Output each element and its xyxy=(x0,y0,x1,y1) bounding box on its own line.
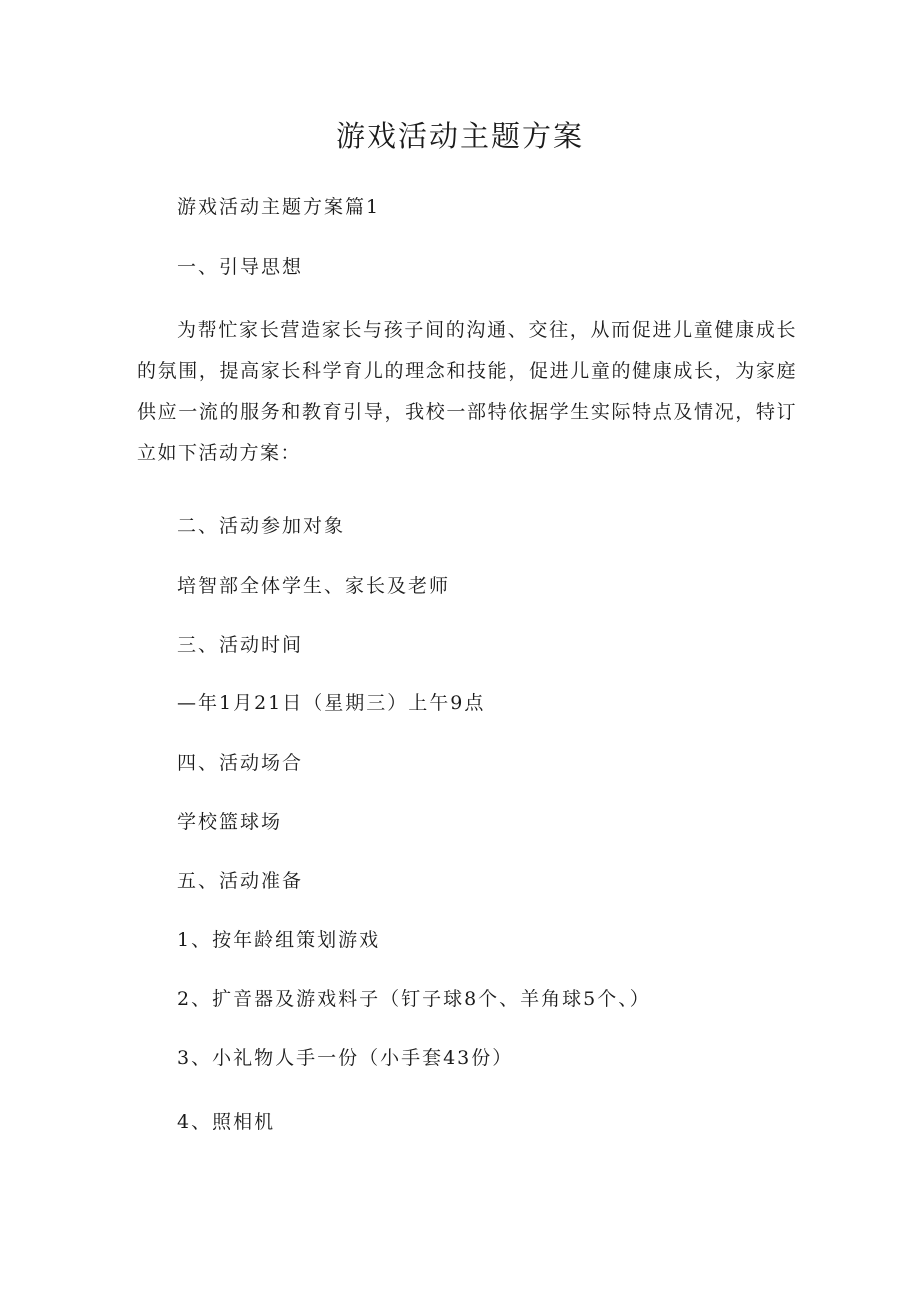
section-subtitle: 游戏活动主题方案篇1 xyxy=(177,196,381,218)
guiding-idea-paragraph: 为帮忙家长营造家长与孩子间的沟通、交往，从而促进儿童健康成长的氛围，提高家长科学育儿的理念和技能，促进儿童的健康成长，为家庭供应一流的服务和教育引导，我校一部特依据学生实际特点及情况，特订立如下活动方案： xyxy=(137,319,797,464)
participants-text: 培智部全体学生、家长及老师 xyxy=(177,575,451,597)
heading-participants: 二、活动参加对象 xyxy=(177,515,346,537)
heading-guiding-idea: 一、引导思想 xyxy=(177,256,304,278)
heading-preparation: 五、活动准备 xyxy=(177,870,304,892)
prep-item: 4、照相机 xyxy=(177,1111,276,1133)
heading-venue: 四、活动场合 xyxy=(177,752,304,774)
venue-text: 学校篮球场 xyxy=(177,811,283,833)
prep-item: 3、小礼物人手一份（小手套43份） xyxy=(177,1047,514,1069)
prep-item: 1、按年龄组策划游戏 xyxy=(177,929,381,951)
heading-time: 三、活动时间 xyxy=(177,634,304,656)
prep-item: 2、扩音器及游戏料子（钉子球8个、羊角球5个、） xyxy=(177,988,651,1010)
document-title: 游戏活动主题方案 xyxy=(335,119,584,153)
time-text: —年1月21日（星期三）上午9点 xyxy=(177,692,486,714)
